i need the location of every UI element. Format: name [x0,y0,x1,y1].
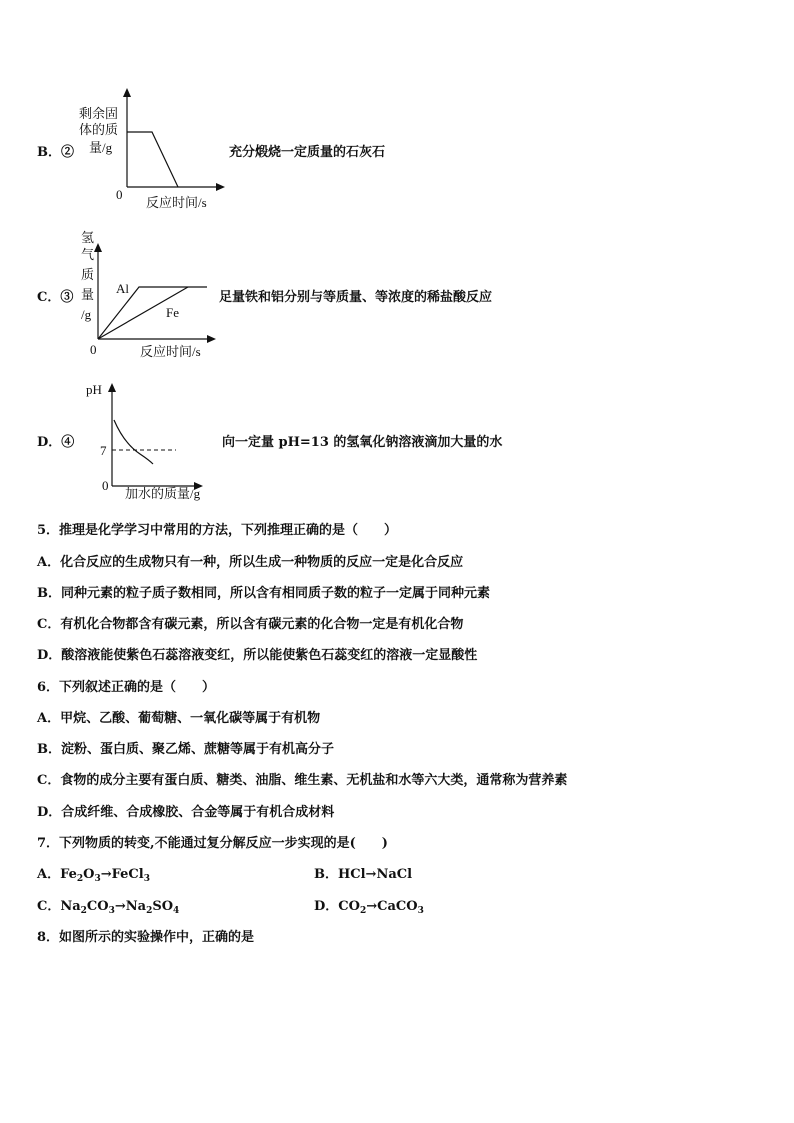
graph-b-x-arrow [216,183,225,191]
q7-option-c: C．$Na_2CO_3\to Na_2SO_4$ [37,899,180,916]
graph-c-ylabel-3: 质 [81,267,95,282]
graph-d-ylabel: pH [86,382,102,397]
graph-b-ylabel-2: 体的质 [79,122,119,137]
graph-b-residual-solid-mass [70,85,230,215]
q6-stem: 6．下列叙述正确的是（ ） [37,680,216,695]
q5-stem: 5．推理是化学学习中常用的方法，下列推理正确的是（ ） [37,523,398,538]
graph-b-xlabel: 反应时间/s [146,195,207,210]
graph-c-ylabel-1: 氢 [81,230,95,245]
q8-stem: 8．如图所示的实验操作中，正确的是 [37,930,255,945]
q6-option-b: B．淀粉、蛋白质、聚乙烯、蔗糖等属于有机高分子 [37,742,334,757]
q7-option-a: A．$Fe_2O_3\to FeCl_3$ [37,867,150,884]
graph-c-ylabel-2: 气 [81,247,95,262]
graph-b-description: 充分煅烧一定质量的石灰石 [229,145,386,160]
graph-c-x-arrow [207,335,216,343]
q7-option-b: B．HCl→NaCl [314,867,413,882]
graph-d-ph-curve [80,376,220,504]
graph-c-xlabel: 反应时间/s [140,344,201,359]
graph-d-curve [114,420,153,464]
q6-option-a: A．甲烷、乙酸、葡萄糖、一氧化碳等属于有机物 [37,711,321,726]
graph-d-description: 向一定量 pH=13 的氢氧化钠溶液滴加大量的水 [222,435,503,450]
graph-b-curve [127,132,178,187]
graph-c-origin: 0 [90,342,97,357]
graph-c-y-arrow [94,243,102,252]
graph-b-ylabel-3: 量/g [89,140,113,155]
q5-option-c: C．有机化合物都含有碳元素，所以含有碳元素的化合物一定是有机化合物 [37,617,464,632]
option-b-label: B．② [37,145,74,160]
graph-d-xlabel: 加水的质量/g [125,486,201,501]
q5-option-b: B．同种元素的粒子质子数相同，所以含有相同质子数的粒子一定属于同种元素 [37,586,490,601]
option-d-label: D．④ [37,435,75,450]
q5-option-d: D．酸溶液能使紫色石蕊溶液变红，所以能使紫色石蕊变红的溶液一定显酸性 [37,648,478,663]
graph-c-fe-label: Fe [166,305,179,320]
graph-c-hydrogen-mass [70,228,230,363]
q5-option-a: A．化合反应的生成物只有一种，所以生成一种物质的反应一定是化合反应 [37,555,464,570]
q6-option-c: C．食物的成分主要有蛋白质、糖类、油脂、维生素、无机盐和水等六大类，通常称为营养素 [37,773,568,788]
q7-stem: 7．下列物质的转变,不能通过复分解反应一步实现的是( ) [37,836,388,851]
graph-c-al-label: Al [116,281,129,296]
option-c-label: C．③ [37,290,74,305]
q6-option-d: D．合成纤维、合成橡胶、合金等属于有机合成材料 [37,805,335,820]
graph-d-tick-7: 7 [100,443,107,458]
q7-option-d: D．$CO_2\to CaCO_3$ [314,899,424,916]
graph-d-y-arrow [108,383,116,392]
graph-b-origin: 0 [116,187,123,202]
graph-d-origin: 0 [102,478,109,493]
graph-b-ylabel-1: 剩余固 [79,106,119,121]
graph-c-description: 足量铁和铝分别与等质量、等浓度的稀盐酸反应 [219,290,493,305]
graph-c-al-line [98,287,207,339]
graph-c-ylabel-5: /g [81,307,92,322]
graph-c-ylabel-4: 量 [81,287,95,302]
graph-b-y-arrow [123,88,131,97]
